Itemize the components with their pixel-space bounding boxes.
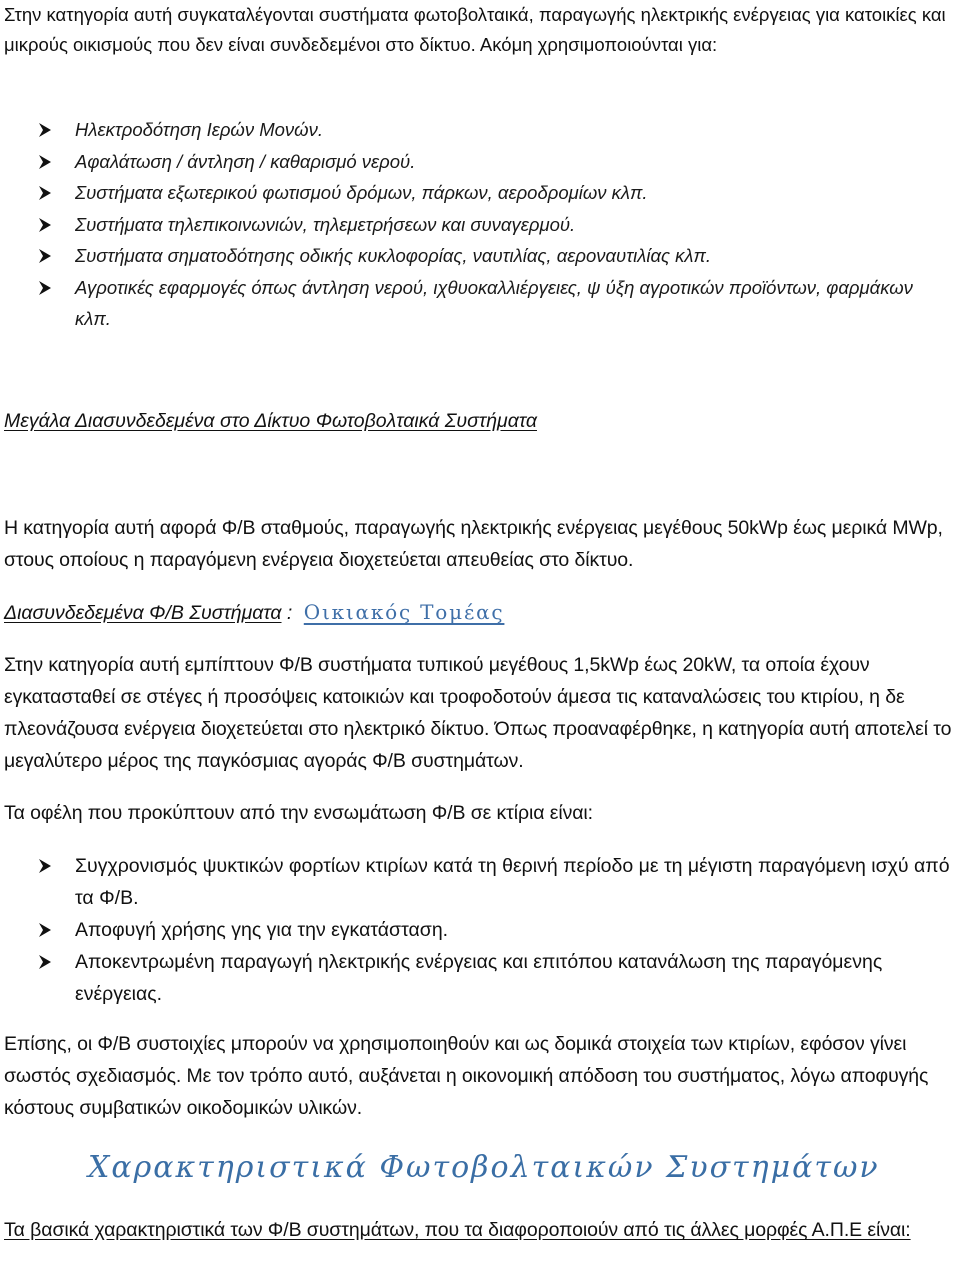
uses-list bbox=[0, 114, 950, 335]
arrowhead-bullet-icon bbox=[38, 240, 60, 272]
list-item: Αποφυγή χρήσης γης για την εγκατάσταση. bbox=[0, 914, 950, 946]
large-systems-heading: Μεγάλα Διασυνδεδεμένα στο Δίκτυο Φωτοβολταικά Συστήματα bbox=[4, 410, 537, 432]
residential-paragraph: Στην κατηγορία αυτή εμπίπτουν Φ/Β συστήματα τυπικού μεγέθους 1,5kWp έως 20kW, τα οποία έχουν εγκατασταθεί σε στέγες ή προσόψεις κατοικιών και τροφοδοτούν άμεσα τις καταναλώσεις του κτιρίου, η δε πλεονάζουσα ενέργεια διοχετεύεται στο ηλεκτρικό δίκτυο. Όπως προαναφέρθηκε, η κατηγορία αυτή αποτελεί το μεγαλύτερο μέρος της παγκόσμιας αγοράς Φ/Β συστημάτων. bbox=[4, 654, 952, 772]
arrowhead-bullet-icon bbox=[38, 177, 60, 209]
closing-line: Τα βασικά χαρακτηριστικά των Φ/Β συστημάτων, που τα διαφοροποιούν από τις άλλες μορφές Α.Π.Ε είναι: bbox=[4, 1219, 911, 1241]
list-item: Αγροτικές εφαρμογές όπως άντληση νερού, ιχθυοκαλλιέργειες, ψ ύξη αγροτικών προϊόντων, φαρμάκων κλπ. bbox=[0, 272, 950, 335]
heading-colon: : bbox=[281, 602, 298, 624]
connected-systems-line bbox=[4, 596, 954, 629]
list-item: Αφαλάτωση / άντληση / καθαρισμό νερού. bbox=[0, 146, 950, 178]
arrowhead-bullet-icon bbox=[38, 146, 60, 178]
connected-systems-heading: Διασυνδεδεμένα Φ/Β Συστήματα bbox=[4, 602, 282, 624]
large-systems-paragraph: Η κατηγορία αυτή αφορά Φ/Β σταθμούς, παραγωγής ηλεκτρικής ενέργειας μεγέθους 50kWp έως μερικά MWp, στους οποίους η παραγόμενη ενέργεια διοχετεύεται απευθείας στο δίκτυο. bbox=[4, 517, 943, 571]
list-item: Συγχρονισμός ψυκτικών φορτίων κτιρίων κατά τη θερινή περίοδο με τη μέγιστη παραγόμενη ισχύ από τα Φ/Β. bbox=[0, 850, 950, 914]
arrowhead-bullet-icon bbox=[38, 946, 60, 978]
list-item: Συστήματα εξωτερικού φωτισμού δρόμων, πάρκων, αεροδρομίων κλπ. bbox=[0, 177, 950, 209]
section-title: Χαρακτηριστικά Φωτοβολταικών Συστημάτων bbox=[88, 1150, 880, 1185]
list-item: Ηλεκτροδότηση Ιερών Μονών. bbox=[0, 114, 950, 146]
arrowhead-bullet-icon bbox=[38, 114, 60, 146]
benefits-intro: Τα οφέλη που προκύπτουν από την ενσωμάτωση Φ/Β σε κτίρια είναι: bbox=[4, 802, 593, 824]
list-item: Αποκεντρωμένη παραγωγή ηλεκτρικής ενέργειας και επιτόπου κατανάλωση της παραγόμενης ενέργειας. bbox=[0, 946, 950, 1010]
arrowhead-bullet-icon bbox=[38, 209, 60, 241]
benefits-list bbox=[0, 850, 950, 1010]
list-item: Συστήματα σηματοδότησης οδικής κυκλοφορίας, ναυτιλίας, αεροναυτιλίας κλπ. bbox=[0, 240, 950, 272]
arrowhead-bullet-icon bbox=[38, 914, 60, 946]
intro-paragraph: Στην κατηγορία αυτή συγκαταλέγονται συστήματα φωτοβολταικά, παραγωγής ηλεκτρικής ενέργειας για κατοικίες και μικρούς οικισμούς που δεν είναι συνδεδεμένοι στο δίκτυο. Ακόμη χρησιμοποιούνται για: bbox=[4, 4, 946, 55]
list-item: Συστήματα τηλεπικοινωνιών, τηλεμετρήσεων και συναγερμού. bbox=[0, 209, 950, 241]
residential-sector-title: Οικιακός Τομέας bbox=[303, 600, 505, 624]
arrowhead-bullet-icon bbox=[38, 850, 60, 882]
arrowhead-bullet-icon bbox=[38, 272, 60, 304]
also-paragraph: Επίσης, οι Φ/Β συστοιχίες μπορούν να χρησιμοποιηθούν και ως δομικά στοιχεία των κτιρίων, εφόσον γίνει σωστός σχεδιασμός. Με τον τρόπο αυτό, αυξάνεται η οικονομική απόδοση του συστήματος, λόγω αποφυγής κόστους συμβατικών οικοδομικών υλικών. bbox=[4, 1033, 929, 1119]
